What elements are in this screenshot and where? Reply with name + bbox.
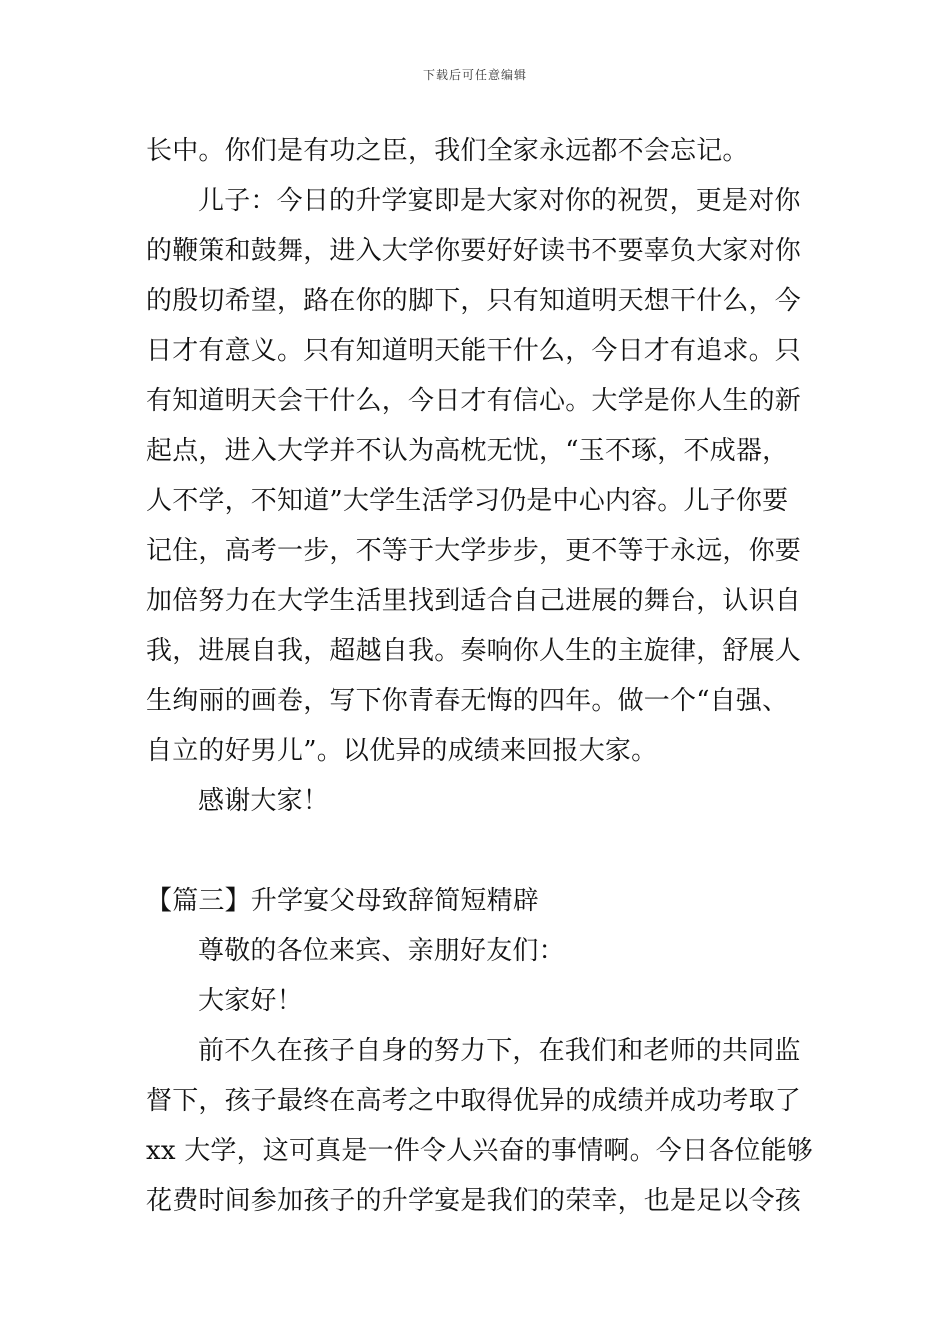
paragraph-line: 起点，进入大学并不认为高枕无忧，“玉不琢，不成器， (146, 436, 789, 466)
paragraph-line: 督下，孩子最终在高考之中取得优异的成绩并成功考取了 (146, 1086, 802, 1116)
paragraph-line: 有知道明天会干什么，今日才有信心。大学是你人生的新 (146, 386, 802, 416)
paragraph-line: 花费时间参加孩子的升学宴是我们的荣幸，也是足以令孩 (146, 1186, 802, 1216)
greeting-line: 大家好！ (198, 986, 303, 1016)
paragraph-line: 的鞭策和鼓舞，进入大学你要好好读书不要辜负大家对你 (146, 236, 802, 266)
paragraph-line: 的殷切希望，路在你的脚下，只有知道明天想干什么，今 (146, 286, 802, 316)
paragraph-line: 日才有意义。只有知道明天能干什么，今日才有追求。只 (146, 336, 802, 366)
paragraph-line: 记住，高考一步，不等于大学步步，更不等于永远，你要 (146, 536, 802, 566)
salutation-line: 尊敬的各位来宾、亲朋好友们： (198, 936, 565, 966)
paragraph-line: 我，进展自我，超越自我。奏响你人生的主旋律，舒展人 (146, 636, 802, 666)
section-gap (146, 826, 810, 876)
document-body (146, 126, 813, 1226)
page-header: 下载后可任意编辑 (422, 68, 527, 82)
paragraph-line: 儿子：今日的升学宴即是大家对你的祝贺，更是对你 (198, 186, 801, 216)
paragraph-line: 长中。你们是有功之臣，我们全家永远都不会忘记。 (146, 136, 749, 166)
section-heading: 【篇三】升学宴父母致辞简短精辟 (146, 886, 540, 916)
paragraph-line: 感谢大家！ (198, 786, 330, 816)
paragraph-line: 生绚丽的画卷，写下你青春无悔的四年。做一个“自强、 (146, 686, 789, 716)
paragraph-line: 人不学，不知道”大学生活学习仍是中心内容。儿子你要 (146, 486, 789, 516)
paragraph-line: 自立的好男儿”。以优异的成绩来回报大家。 (146, 736, 658, 766)
paragraph-line: 前不久在孩子自身的努力下，在我们和老师的共同监 (198, 1036, 801, 1066)
paragraph-line: xx 大学，这可真是一件令人兴奋的事情啊。今日各位能够 (146, 1136, 813, 1166)
paragraph-line: 加倍努力在大学生活里找到适合自己进展的舞台，认识自 (146, 586, 802, 616)
